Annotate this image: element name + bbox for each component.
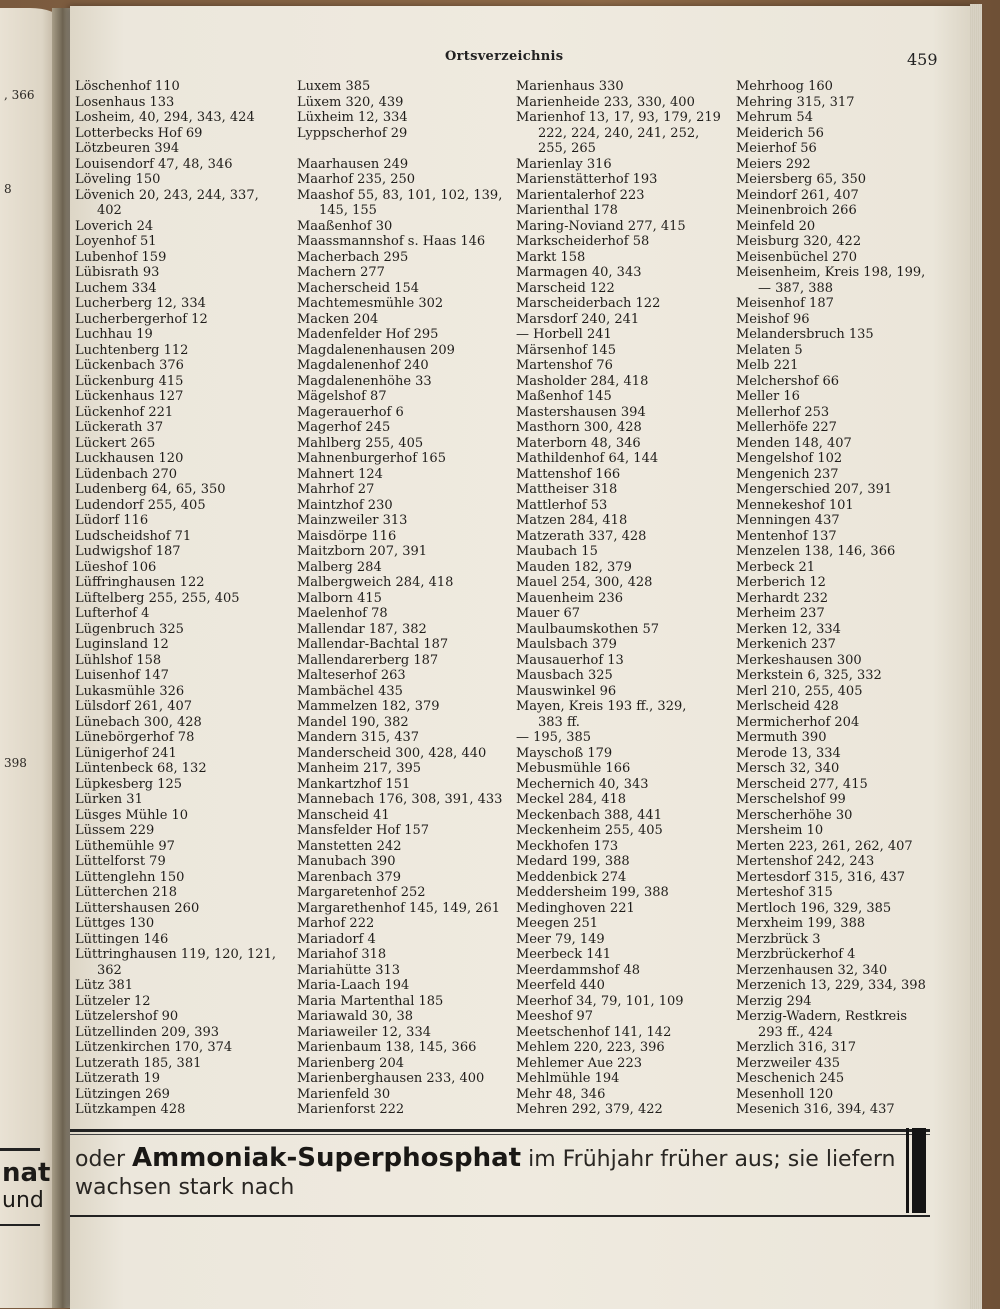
index-entry: Mertenshof 242, 243 — [736, 854, 875, 869]
index-entry: Merbeck 21 — [736, 559, 816, 575]
index-entry: Meckel 284, 418 — [516, 792, 627, 807]
index-entry: Marscheid 122 — [516, 280, 615, 296]
advertisement-banner — [70, 1125, 930, 1220]
index-entry: Lürken 31 — [75, 792, 143, 807]
ad-headline — [75, 1143, 895, 1173]
index-entry: Mellerhöfe 227 — [736, 420, 837, 435]
index-entry: Maulbaumskothen 57 — [516, 621, 660, 637]
index-entry: Lüntenbeck 68, 132 — [75, 761, 207, 776]
index-entry: Marienhaus 330 — [516, 79, 624, 94]
index-entry: Mauel 254, 300, 428 — [516, 575, 653, 590]
index-entry: Meerdammshof 48 — [516, 962, 640, 978]
index-entry: Meiers 292 — [736, 156, 811, 172]
index-entry: Merberich 12 — [736, 575, 826, 590]
index-entry: Machern 277 — [297, 265, 385, 280]
index-entry: Lövenich 20, 243, 244, 337, — [75, 187, 259, 203]
ad-fragment: nat — [2, 1158, 51, 1188]
index-entry: Mellerhof 253 — [736, 404, 830, 420]
index-entry: Luginsland 12 — [75, 637, 169, 652]
index-entry: Lückenburg 415 — [75, 373, 184, 389]
index-entry: Marienforst 222 — [297, 1102, 405, 1117]
index-entry: 362 — [97, 962, 122, 978]
ad-side-bar-thin — [906, 1128, 909, 1213]
index-entry: Lüeshof 106 — [75, 559, 157, 575]
index-entry: Meerhof 34, 79, 101, 109 — [516, 993, 684, 1009]
index-entry: Meiderich 56 — [736, 125, 824, 141]
index-entry: Meisburg 320, 422 — [736, 234, 862, 249]
index-entry: Ludendorf 255, 405 — [75, 497, 206, 513]
index-entry: Merheim 237 — [736, 606, 825, 621]
index-entry: — Horbell 241 — [516, 327, 612, 342]
index-entry: Matzen 284, 418 — [516, 513, 628, 528]
index-entry: Meierhof 56 — [736, 141, 817, 156]
index-entry: Meschenich 245 — [736, 1071, 845, 1086]
index-entry: Lüttenglehn 150 — [75, 869, 185, 885]
index-entry: Lülsdorf 261, 407 — [75, 699, 193, 714]
index-entry: Meetschenhof 141, 142 — [516, 1024, 672, 1040]
index-entry: Melaten 5 — [736, 342, 803, 358]
index-entry: Mertloch 196, 329, 385 — [736, 900, 892, 916]
index-entry: Lünebörgerhof 78 — [75, 730, 195, 745]
index-entry: Meddenbick 274 — [516, 869, 627, 885]
index-entry: Materborn 48, 346 — [516, 435, 641, 451]
ad-fragment: und — [2, 1188, 44, 1213]
index-entry: Mentenhof 137 — [736, 528, 837, 544]
index-entry: Merkeshausen 300 — [736, 652, 862, 668]
index-entry: Mattlerhof 53 — [516, 497, 608, 513]
index-entry: Lügenbruch 325 — [75, 621, 184, 637]
index-entry: Meinenbroich 266 — [736, 203, 857, 218]
index-entry: Marsdorf 240, 241 — [516, 311, 640, 327]
index-entry: Medinghoven 221 — [516, 900, 635, 916]
ad-top-rule-thin — [70, 1134, 930, 1135]
index-entry: Mariawald 30, 38 — [297, 1009, 414, 1024]
index-entry: Macherscheid 154 — [297, 280, 420, 296]
index-entry: Mandel 190, 382 — [297, 714, 409, 730]
index-entry: Louisendorf 47, 48, 346 — [75, 156, 233, 172]
index-entry: Lückenbach 376 — [75, 358, 184, 373]
index-entry: Mechernich 40, 343 — [516, 776, 649, 792]
index-entry: Merzbrück 3 — [736, 931, 821, 947]
index-entry: Mauden 182, 379 — [516, 559, 632, 575]
index-entry: Maria-Laach 194 — [297, 978, 410, 993]
index-entry: Meckenheim 255, 405 — [516, 823, 663, 838]
index-entry: Mehlmühle 194 — [516, 1071, 620, 1086]
index-entry: Lüffringhausen 122 — [75, 575, 205, 590]
index-entry: Lützeler 12 — [75, 993, 151, 1009]
index-entry: Lüssem 229 — [75, 823, 155, 838]
index-entry: Mehren 292, 379, 422 — [516, 1102, 663, 1117]
index-entry: Lützellinden 209, 393 — [75, 1024, 220, 1040]
index-entry: Melandersbruch 135 — [736, 327, 874, 342]
index-entry: Meisenhof 187 — [736, 296, 834, 311]
index-entry: Mehrhoog 160 — [736, 79, 833, 94]
index-entry: Mariahütte 313 — [297, 962, 401, 978]
index-entry: Marenbach 379 — [297, 869, 402, 885]
index-entry: Lübisrath 93 — [75, 265, 160, 280]
index-entry: Maria Martenthal 185 — [297, 993, 444, 1009]
index-entry: Mandern 315, 437 — [297, 730, 420, 745]
index-entry: Lühlshof 158 — [75, 652, 162, 668]
index-entry: Lüftelberg 255, 255, 405 — [75, 590, 240, 606]
index-entry: Merschelshof 99 — [736, 792, 846, 807]
index-entry: Magdalenenhausen 209 — [297, 342, 455, 358]
index-entry: Mehr 48, 346 — [516, 1086, 606, 1102]
index-entry: Maisdörpe 116 — [297, 528, 397, 544]
index-entry: Lückerath 37 — [75, 420, 164, 435]
index-entry: Malborn 415 — [297, 590, 382, 606]
index-entry: Markscheiderhof 58 — [516, 234, 650, 249]
index-entry: Meerfeld 440 — [516, 978, 605, 993]
index-entry: Mermicherhof 204 — [736, 714, 860, 730]
index-entry: Mauer 67 — [516, 606, 581, 621]
index-entry: Lüttershausen 260 — [75, 900, 200, 916]
page-title: Ortsverzeichnis — [445, 49, 564, 64]
index-entry: Melchershof 66 — [736, 373, 840, 389]
index-entry: Merhardt 232 — [736, 590, 829, 606]
index-entry: Markt 158 — [516, 249, 586, 265]
index-entry: Maarhof 235, 250 — [297, 172, 416, 187]
index-entry: Merkenich 237 — [736, 637, 836, 652]
index-column-3 — [516, 79, 741, 1118]
index-entry: Lüttingen 146 — [75, 931, 169, 947]
index-entry: 255, 265 — [538, 141, 596, 156]
index-entry: Mengelshof 102 — [736, 451, 843, 466]
index-entry: Merscherhöhe 30 — [736, 807, 853, 823]
index-entry: Mauenheim 236 — [516, 590, 623, 606]
index-entry: Malberg 284 — [297, 559, 382, 575]
index-entry: Mesenholl 120 — [736, 1086, 834, 1102]
ad-product-name: Ammoniak-Superphosphat — [132, 1143, 522, 1173]
index-entry: Magdalenenhof 240 — [297, 358, 429, 373]
index-column-4 — [736, 79, 961, 1118]
index-entry: Merzig 294 — [736, 993, 812, 1009]
index-entry: 145, 155 — [319, 203, 377, 218]
index-entry: Mariahof 318 — [297, 947, 387, 962]
index-entry: Merxheim 199, 388 — [736, 916, 866, 931]
index-entry: Mahnenburgerhof 165 — [297, 451, 446, 466]
margin-number: 8 — [4, 182, 12, 196]
index-entry: Meindorf 261, 407 — [736, 187, 859, 203]
index-entry: Melb 221 — [736, 358, 799, 373]
index-entry: Meller 16 — [736, 389, 800, 404]
index-entry: Merteshof 315 — [736, 885, 833, 900]
index-entry: Macken 204 — [297, 311, 379, 327]
index-entry: Meddersheim 199, 388 — [516, 885, 669, 900]
index-entry: Lukasmühle 326 — [75, 683, 185, 699]
index-entry: Masholder 284, 418 — [516, 373, 649, 389]
index-entry: Marienberg 204 — [297, 1055, 404, 1071]
index-entry: Luckhausen 120 — [75, 451, 184, 466]
index-entry: Mallendar-Bachtal 187 — [297, 637, 449, 652]
index-entry: Meckhofen 173 — [516, 838, 619, 854]
index-entry: Merten 223, 261, 262, 407 — [736, 838, 913, 854]
index-entry: Machtemesmühle 302 — [297, 296, 444, 311]
index-entry: Merkstein 6, 325, 332 — [736, 668, 882, 683]
index-entry: Marienstätterhof 193 — [516, 172, 658, 187]
index-entry: Meegen 251 — [516, 916, 599, 931]
index-entry: Maintzhof 230 — [297, 497, 393, 513]
index-entry: Mattheiser 318 — [516, 482, 618, 497]
index-entry: Marienheide 233, 330, 400 — [516, 94, 695, 110]
index-entry: Lützelershof 90 — [75, 1009, 179, 1024]
index-entry: — 387, 388 — [758, 280, 834, 296]
index-entry: Losheim, 40, 294, 343, 424 — [75, 110, 255, 125]
index-entry: Lucherbergerhof 12 — [75, 311, 208, 327]
index-entry: Manstetten 242 — [297, 838, 402, 854]
index-entry: Loyenhof 51 — [75, 234, 157, 249]
index-entry: Mertesdorf 315, 316, 437 — [736, 869, 906, 885]
index-entry: Mankartzhof 151 — [297, 776, 411, 792]
index-entry: Lünigerhof 241 — [75, 745, 177, 761]
index-entry: Martenshof 76 — [516, 358, 613, 373]
index-entry: 402 — [97, 203, 122, 218]
page-edges — [970, 4, 982, 1309]
index-entry: Magerauerhof 6 — [297, 404, 404, 420]
index-entry: Meerbeck 141 — [516, 947, 612, 962]
index-entry: Lütz 381 — [75, 978, 134, 993]
index-entry: 293 ff., 424 — [758, 1024, 833, 1040]
index-entry: Manubach 390 — [297, 854, 396, 869]
index-entry: Mägelshof 87 — [297, 389, 387, 404]
index-entry: Meinfeld 20 — [736, 218, 816, 234]
index-entry: Mahrhof 27 — [297, 482, 375, 497]
index-entry: Mansfelder Hof 157 — [297, 823, 430, 838]
index-entry: Lückert 265 — [75, 435, 156, 451]
index-entry: Maßenhof 145 — [516, 389, 612, 404]
index-entry: Meer 79, 149 — [516, 931, 605, 947]
index-entry: Lüdorf 116 — [75, 513, 149, 528]
index-entry: Merzenich 13, 229, 334, 398 — [736, 978, 926, 993]
index-entry: Lüttelforst 79 — [75, 854, 166, 869]
index-entry: Mayen, Kreis 193 ff., 329, — [516, 699, 687, 714]
index-entry: Merzlich 316, 317 — [736, 1040, 857, 1055]
index-entry: Mausbach 325 — [516, 668, 613, 683]
index-entry: Maitzborn 207, 391 — [297, 544, 428, 559]
left-page-edge — [0, 8, 60, 1308]
index-entry: Maarhausen 249 — [297, 156, 409, 172]
ad-bottom-rule — [70, 1215, 930, 1217]
index-entry: Meiersberg 65, 350 — [736, 172, 867, 187]
index-entry: Macherbach 295 — [297, 249, 409, 265]
index-entry: Madenfelder Hof 295 — [297, 327, 439, 342]
index-entry: Magdalenenhöhe 33 — [297, 373, 432, 389]
index-entry: Lünebach 300, 428 — [75, 714, 202, 730]
index-entry: Mersheim 10 — [736, 823, 824, 838]
ad-second-line: wachsen stark nach — [75, 1175, 295, 1200]
index-entry: Ludenberg 64, 65, 350 — [75, 482, 226, 497]
index-entry: Mengerschied 207, 391 — [736, 482, 893, 497]
index-entry: Lubenhof 159 — [75, 249, 167, 265]
index-entry: Mayschoß 179 — [516, 745, 613, 761]
index-entry: Marienfeld 30 — [297, 1086, 391, 1102]
index-entry: Lützenkirchen 170, 374 — [75, 1040, 233, 1055]
ad-rule — [0, 1224, 40, 1226]
index-entry: Mainzweiler 313 — [297, 513, 408, 528]
index-entry: Merscheid 277, 415 — [736, 776, 868, 792]
index-entry: Maaßenhof 30 — [297, 218, 393, 234]
index-entry: Mariaweiler 12, 334 — [297, 1024, 431, 1040]
index-entry: Merzbrückerhof 4 — [736, 947, 856, 962]
index-entry: Mahnert 124 — [297, 466, 383, 482]
margin-number: , 366 — [4, 88, 35, 102]
index-entry: Lützkampen 428 — [75, 1102, 186, 1117]
index-entry: Manderscheid 300, 428, 440 — [297, 745, 487, 761]
index-entry: Merzig-Wadern, Restkreis — [736, 1009, 908, 1024]
index-column-1 — [75, 79, 300, 1118]
index-entry: 383 ff. — [538, 714, 580, 730]
index-entry: Lückenhaus 127 — [75, 389, 184, 404]
index-entry: Mallendar 187, 382 — [297, 621, 427, 637]
index-entry: Lüxheim 12, 334 — [297, 110, 408, 125]
index-entry: Luxem 385 — [297, 79, 371, 94]
index-entry: — 195, 385 — [516, 730, 592, 745]
index-entry: Malbergweich 284, 418 — [297, 575, 454, 590]
index-entry: Maring-Noviand 277, 415 — [516, 218, 686, 234]
index-entry: Masthorn 300, 428 — [516, 420, 642, 435]
index-entry: Meisenheim, Kreis 198, 199, — [736, 265, 926, 280]
index-entry: Merlscheid 428 — [736, 699, 839, 714]
index-entry: Lütterchen 218 — [75, 885, 178, 900]
margin-number: 398 — [4, 756, 27, 770]
index-entry: Matzerath 337, 428 — [516, 528, 647, 544]
ad-rule — [0, 1148, 40, 1151]
index-entry: Maassmannshof s. Haas 146 — [297, 234, 486, 249]
index-entry: Märsenhof 145 — [516, 342, 616, 358]
index-entry: Magerhof 245 — [297, 420, 391, 435]
index-entry: Menzelen 138, 146, 366 — [736, 544, 896, 559]
index-entry: Luisenhof 147 — [75, 668, 169, 683]
ad-top-rule — [70, 1129, 930, 1132]
index-entry: Maulsbach 379 — [516, 637, 617, 652]
index-entry: Lüsges Mühle 10 — [75, 807, 189, 823]
index-entry: Ludscheidshof 71 — [75, 528, 192, 544]
index-entry: 222, 224, 240, 241, 252, — [538, 125, 700, 141]
index-entry: Mermuth 390 — [736, 730, 827, 745]
ad-prefix: oder — [75, 1147, 126, 1172]
ad-suffix: im Frühjahr früher aus; sie liefern — [528, 1147, 896, 1172]
index-entry: Marienhof 13, 17, 93, 179, 219 — [516, 110, 721, 125]
index-entry: Losenhaus 133 — [75, 94, 175, 110]
index-entry: Mannebach 176, 308, 391, 433 — [297, 792, 503, 807]
index-entry: Marienthal 178 — [516, 203, 618, 218]
index-entry: Merzweiler 435 — [736, 1055, 841, 1071]
index-entry: Loverich 24 — [75, 218, 154, 234]
page-number: 459 — [907, 50, 938, 69]
index-entry: Lüdenbach 270 — [75, 466, 178, 482]
index-entry: Manscheid 41 — [297, 807, 390, 823]
index-entry: Mahlberg 255, 405 — [297, 435, 424, 451]
index-entry: Lützerath 19 — [75, 1071, 161, 1086]
index-entry: Mersch 32, 340 — [736, 761, 840, 776]
index-entry: Mehrum 54 — [736, 110, 813, 125]
index-entry: Meisenbüchel 270 — [736, 249, 858, 265]
index-entry: Mambächel 435 — [297, 683, 403, 699]
index-entry: Mehlem 220, 223, 396 — [516, 1040, 665, 1055]
index-entry: Löveling 150 — [75, 172, 161, 187]
index-entry: Luchem 334 — [75, 280, 157, 296]
index-entry: Mesenich 316, 394, 437 — [736, 1102, 895, 1117]
index-entry: Lützingen 269 — [75, 1086, 170, 1102]
index-entry: Merken 12, 334 — [736, 621, 841, 637]
index-entry: Mathildenhof 64, 144 — [516, 451, 659, 466]
index-entry: Mausauerhof 13 — [516, 652, 624, 668]
index-entry: Mariadorf 4 — [297, 931, 376, 947]
index-entry: Löschenhof 110 — [75, 79, 180, 94]
index-entry: Luchhau 19 — [75, 327, 153, 342]
index-entry: Margaretenhof 252 — [297, 885, 426, 900]
index-entry: Mattenshof 166 — [516, 466, 621, 482]
index-entry: Maashof 55, 83, 101, 102, 139, — [297, 187, 503, 203]
index-entry: Malteserhof 263 — [297, 668, 406, 683]
index-entry: Lüthemühle 97 — [75, 838, 175, 854]
index-entry: Marienlay 316 — [516, 156, 612, 172]
index-entry: Lüttges 130 — [75, 916, 155, 931]
index-entry: Mallendarerberg 187 — [297, 652, 439, 668]
index-entry: Meeshof 97 — [516, 1009, 594, 1024]
index-entry: Lufterhof 4 — [75, 606, 150, 621]
index-entry: Mauswinkel 96 — [516, 683, 617, 699]
index-entry: Meishof 96 — [736, 311, 810, 327]
index-entry: Mehlemer Aue 223 — [516, 1055, 642, 1071]
index-entry: Marmagen 40, 343 — [516, 265, 642, 280]
index-entry: Mebusmühle 166 — [516, 761, 631, 776]
index-entry: Merl 210, 255, 405 — [736, 683, 863, 699]
index-entry: Lüxem 320, 439 — [297, 94, 404, 110]
index-entry: Marienbaum 138, 145, 366 — [297, 1040, 477, 1055]
index-entry: Marhof 222 — [297, 916, 375, 931]
index-entry: Menningen 437 — [736, 513, 840, 528]
index-entry: Mehring 315, 317 — [736, 94, 855, 110]
index-column-2 — [297, 79, 522, 1118]
index-entry: Lyppscherhof 29 — [297, 125, 408, 141]
index-entry: Maubach 15 — [516, 544, 598, 559]
index-entry: Marienberghausen 233, 400 — [297, 1071, 485, 1086]
index-entry: Maelenhof 78 — [297, 606, 388, 621]
index-entry: Menden 148, 407 — [736, 435, 852, 451]
index-entry: Margarethenhof 145, 149, 261 — [297, 900, 501, 916]
index-entry: Mengenich 237 — [736, 466, 839, 482]
index-entry: Medard 199, 388 — [516, 854, 630, 869]
index-entry: Lotterbecks Hof 69 — [75, 125, 203, 141]
index-entry: Manheim 217, 395 — [297, 761, 422, 776]
index-entry: Merzenhausen 32, 340 — [736, 962, 888, 978]
index-entry: Mammelzen 182, 379 — [297, 699, 440, 714]
index-entry: Lückenhof 221 — [75, 404, 174, 420]
ad-side-bar — [912, 1128, 926, 1213]
index-entry: Lucherberg 12, 334 — [75, 296, 206, 311]
index-entry: Lüttringhausen 119, 120, 121, — [75, 947, 276, 962]
index-entry: Luchtenberg 112 — [75, 342, 189, 358]
index-entry: Marientalerhof 223 — [516, 187, 645, 203]
index-entry: Mastershausen 394 — [516, 404, 646, 420]
index-entry: Lötzbeuren 394 — [75, 141, 180, 156]
index-entry: Ludwigshof 187 — [75, 544, 181, 559]
index-entry: Mennekeshof 101 — [736, 497, 854, 513]
index-entry: Marscheiderbach 122 — [516, 296, 661, 311]
index-entry: Meckenbach 388, 441 — [516, 807, 662, 823]
index-entry: Lüpkesberg 125 — [75, 776, 183, 792]
index-entry: Lutzerath 185, 381 — [75, 1055, 202, 1071]
index-entry: Merode 13, 334 — [736, 745, 841, 761]
index-entry — [297, 141, 522, 157]
